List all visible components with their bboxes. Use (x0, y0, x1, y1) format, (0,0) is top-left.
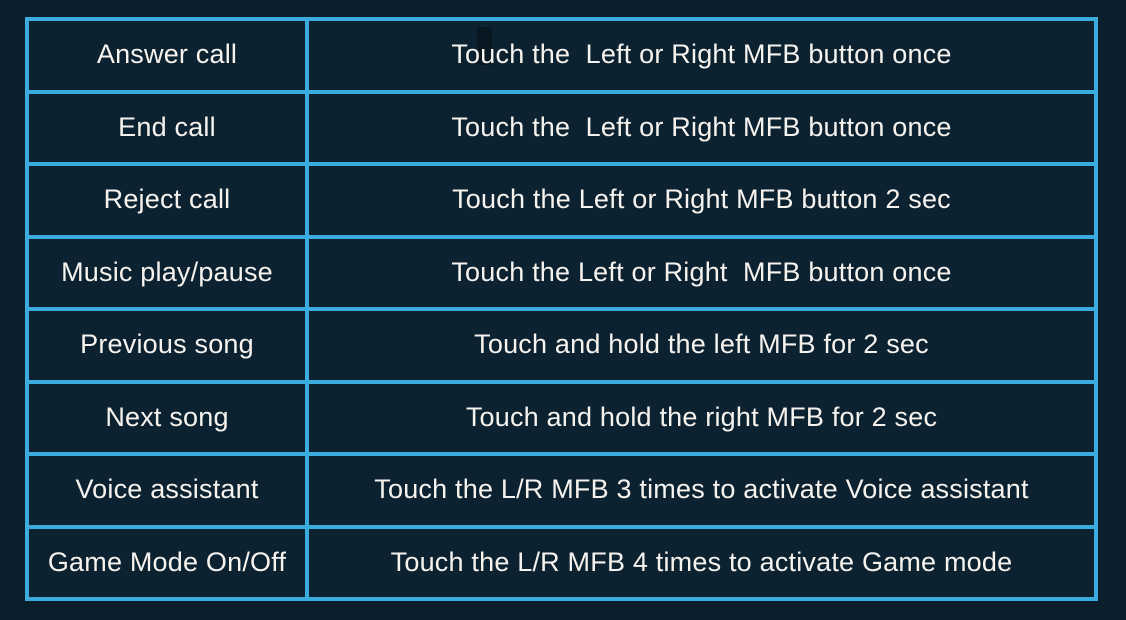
instruction-label: Touch the L/R MFB 4 times to activate Game mode (390, 546, 1013, 577)
action-cell (29, 21, 305, 90)
instruction-label: Touch and hold the left MFB for 2 sec (474, 329, 929, 360)
action-cell (29, 166, 305, 235)
instruction-cell (309, 21, 1094, 90)
instruction-label: Touch the Left or Right MFB button once (451, 111, 952, 142)
instruction-cell (309, 311, 1094, 380)
touch-controls-table (25, 17, 1098, 601)
action-cell (29, 239, 305, 308)
action-label: Previous song (80, 329, 254, 360)
instruction-cell (309, 384, 1094, 453)
action-cell (29, 311, 305, 380)
instruction-label: Touch the L/R MFB 3 times to activate Voice assistant (374, 474, 1029, 505)
action-label: Next song (105, 401, 229, 432)
instruction-cell (309, 94, 1094, 163)
instruction-cell (309, 239, 1094, 308)
action-cell (29, 456, 305, 525)
instruction-cell (309, 529, 1094, 598)
instruction-cell (309, 456, 1094, 525)
instruction-cell (309, 166, 1094, 235)
action-cell (29, 529, 305, 598)
action-label: Voice assistant (75, 474, 259, 505)
action-label: End call (118, 111, 216, 142)
action-label: Game Mode On/Off (47, 546, 287, 577)
action-cell (29, 94, 305, 163)
instruction-label: Touch the Left or Right MFB button once (451, 39, 952, 70)
instruction-label: Touch the Left or Right MFB button 2 sec (452, 184, 951, 215)
action-label: Reject call (103, 184, 231, 215)
action-label: Answer call (96, 39, 238, 70)
action-label: Music play/pause (61, 256, 273, 287)
instruction-label: Touch and hold the right MFB for 2 sec (465, 401, 938, 432)
instruction-label: Touch the Left or Right MFB button once (451, 256, 952, 287)
action-cell (29, 384, 305, 453)
